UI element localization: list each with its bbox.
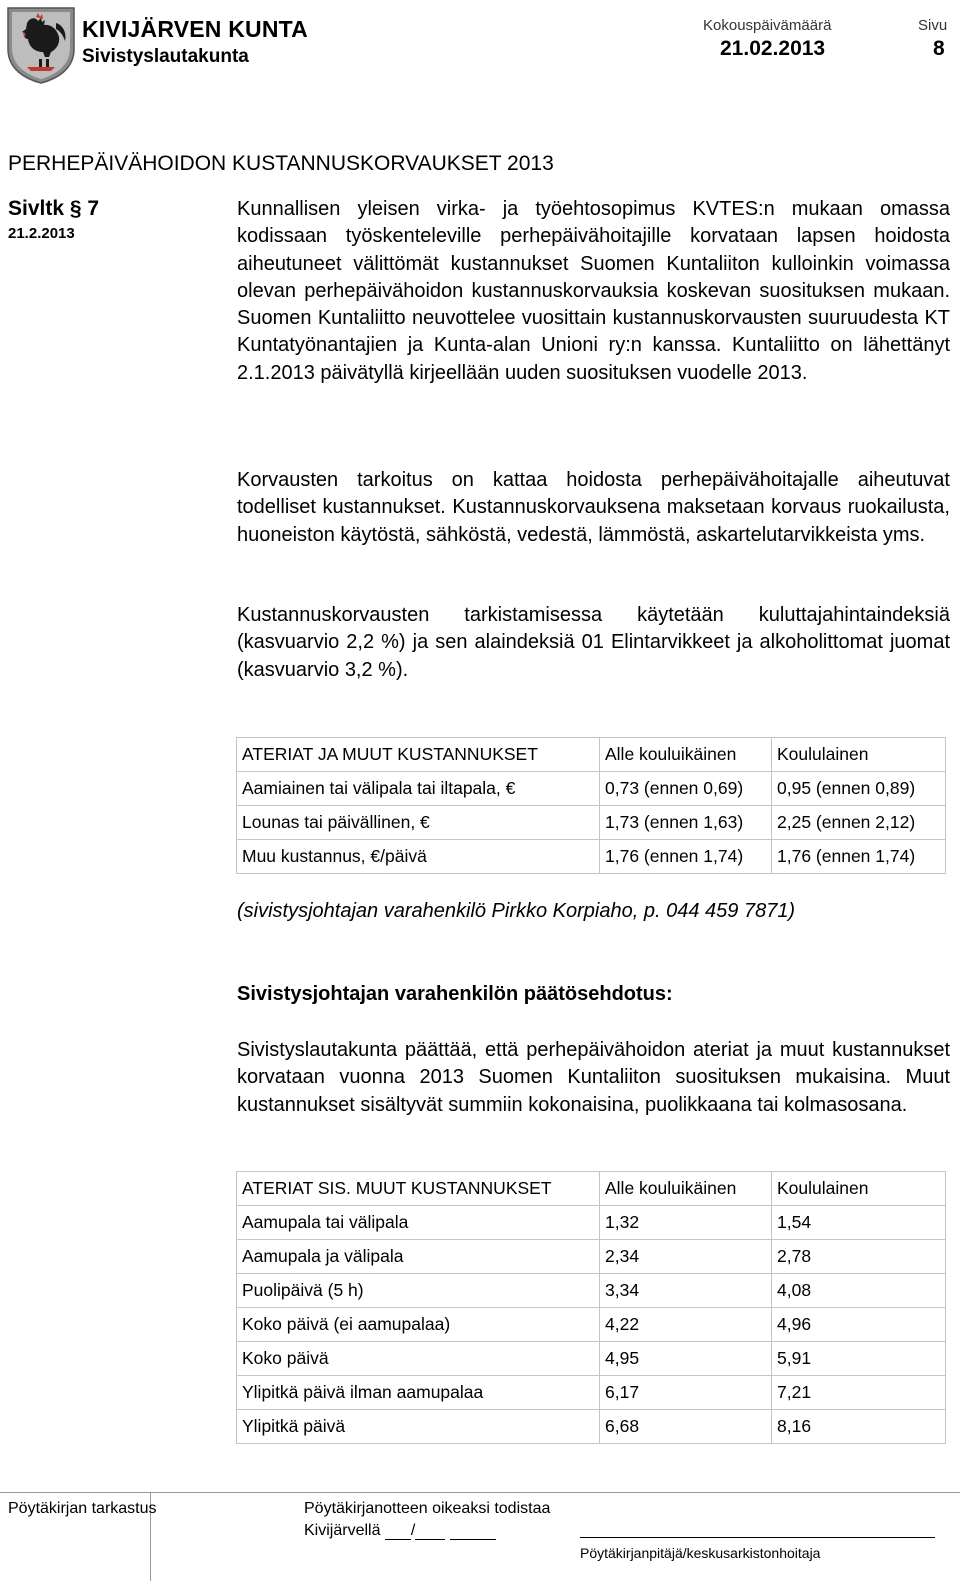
board-name: Sivistyslautakunta [82, 46, 249, 67]
table-cell: Koko päivä (ei aamupalaa) [237, 1308, 600, 1342]
table-row [237, 1410, 946, 1444]
review-label: Pöytäkirjan tarkastus [8, 1500, 157, 1517]
document-title: PERHEPÄIVÄHOIDON KUSTANNUSKORVAUKSET 2013 [8, 152, 554, 175]
page-label: Sivu [918, 17, 948, 34]
table-row [237, 1206, 946, 1240]
year-blank [450, 1523, 496, 1540]
table-cell: Lounas tai päivällinen, € [237, 806, 600, 840]
municipality-crest-icon [5, 5, 77, 85]
table-row [237, 1240, 946, 1274]
place: Kivijärvellä [304, 1522, 381, 1539]
table-header-cell: ATERIAT JA MUUT KUSTANNUKSET [237, 738, 600, 772]
table-cell: 1,76 (ennen 1,74) [600, 840, 772, 874]
table-cell: Aamiainen tai välipala tai iltapala, € [237, 772, 600, 806]
table-header-row [237, 738, 946, 772]
table-cell: 2,34 [600, 1240, 772, 1274]
table-cell: 1,76 (ennen 1,74) [772, 840, 946, 874]
date-separator: / [410, 1522, 416, 1539]
body-paragraph: Kunnallisen yleisen virka- ja työehtosopimus KVTES:n mukaan omassa kodissaan työskenteleville perhepäivähoitajille korvataan lapsen hoidosta aiheutuneet välittömät kustannukset Suomen Kuntaliiton kulloinkin voimassa olevan perhepäivähoidon kustannuskorvauksia koskevan suosituksen mukaan. Suomen Kuntaliitto neuvottelee vuosittain kustannuskorvausten suuruudesta KT Kuntatyönantajien ja Kunta-alan Unioni ry:n kanssa. Kuntaliitto on lähettänyt 2.1.2013 päivätyllä kirjeellään uuden suosituksen vuodelle 2013. [237, 198, 950, 384]
table-row [237, 1376, 946, 1410]
table-cell: 7,21 [772, 1376, 946, 1410]
table-cell: Koko päivä [237, 1342, 600, 1376]
table-header-cell: Koululainen [772, 1172, 946, 1206]
table-header-cell: ATERIAT SIS. MUUT KUSTANNUKSET [237, 1172, 600, 1206]
cost-table-2 [236, 1171, 946, 1444]
signature-line [580, 1537, 935, 1538]
table-cell: 1,54 [772, 1206, 946, 1240]
table-cell: Aamupala ja välipala [237, 1240, 600, 1274]
table-cell: 4,22 [600, 1308, 772, 1342]
body-paragraph: Korvausten tarkoitus on kattaa hoidosta perhepäivähoitajalle aiheutuvat todelliset kustannukset. Kustannuskorvauksena maksetaan korvaus ruokailusta, huoneiston käytöstä, sähköstä, vedestä, lämmöstä, askartelutarvikkeista yms. [237, 469, 950, 546]
table-cell: 2,25 (ennen 2,12) [772, 806, 946, 840]
table-header-cell: Alle kouluikäinen [600, 1172, 772, 1206]
page-number: 8 [933, 37, 945, 60]
table-cell: 0,95 (ennen 0,89) [772, 772, 946, 806]
table-row [237, 806, 946, 840]
table-cell: 6,17 [600, 1376, 772, 1410]
table-row [237, 772, 946, 806]
table-cell: 1,73 (ennen 1,63) [600, 806, 772, 840]
month-blank [415, 1523, 445, 1540]
table-cell: 4,95 [600, 1342, 772, 1376]
table-cell: 8,16 [772, 1410, 946, 1444]
certified-label: Pöytäkirjanotteen oikeaksi todistaa [304, 1500, 551, 1517]
meeting-date: 21.02.2013 [720, 37, 826, 60]
table-cell: 3,34 [600, 1274, 772, 1308]
section-label: Sivltk § 7 [8, 197, 100, 220]
body-paragraph: Kustannuskorvausten tarkistamisessa käytetään kuluttajahintaindeksiä (kasvuarvio 2,2 %) ja sen alaindeksiä 01 Elintarvikkeet ja alkoholittomat juomat (kasvuarvio 3,2 %). [237, 604, 950, 681]
table-cell: 1,32 [600, 1206, 772, 1240]
table-cell: 6,68 [600, 1410, 772, 1444]
organization-name: KIVIJÄRVEN KUNTA [82, 16, 308, 42]
table-cell: 2,78 [772, 1240, 946, 1274]
table-row [237, 1274, 946, 1308]
table-cell: Ylipitkä päivä ilman aamupalaa [237, 1376, 600, 1410]
decision-heading: Sivistysjohtajan varahenkilön päätösehdotus: [237, 983, 673, 1005]
footer-divider [0, 1492, 960, 1493]
decision-text: Sivistyslautakunta päättää, että perhepäivähoidon ateriat ja muut kustannukset korvataan vuonna 2013 Suomen Kuntaliiton suosituksen mukaisina. Muut kustannukset sisältyvät summiin kokonaisina, puolikkaana tai kolmasosana. [237, 1039, 950, 1116]
table-cell: Muu kustannus, €/päivä [237, 840, 600, 874]
table-row [237, 1308, 946, 1342]
table-cell: 0,73 (ennen 0,69) [600, 772, 772, 806]
place-date-line [304, 1522, 496, 1540]
table-cell: Aamupala tai välipala [237, 1206, 600, 1240]
table-cell: Puolipäivä (5 h) [237, 1274, 600, 1308]
section-date: 21.2.2013 [8, 225, 75, 242]
cost-table-1 [236, 737, 946, 874]
table-cell: 4,96 [772, 1308, 946, 1342]
table-cell: 4,08 [772, 1274, 946, 1308]
table-cell: Ylipitkä päivä [237, 1410, 600, 1444]
meeting-date-label: Kokouspäivämäärä [703, 17, 832, 34]
table-header-row [237, 1172, 946, 1206]
table-cell: 5,91 [772, 1342, 946, 1376]
table-header-cell: Koululainen [772, 738, 946, 772]
table-row [237, 1342, 946, 1376]
day-blank [385, 1523, 411, 1540]
signer-title: Pöytäkirjanpitäjä/keskusarkistonhoitaja [580, 1545, 821, 1561]
table-header-cell: Alle kouluikäinen [600, 738, 772, 772]
table-row [237, 840, 946, 874]
contact-info: (sivistysjohtajan varahenkilö Pirkko Korpiaho, p. 044 459 7871) [237, 900, 796, 922]
